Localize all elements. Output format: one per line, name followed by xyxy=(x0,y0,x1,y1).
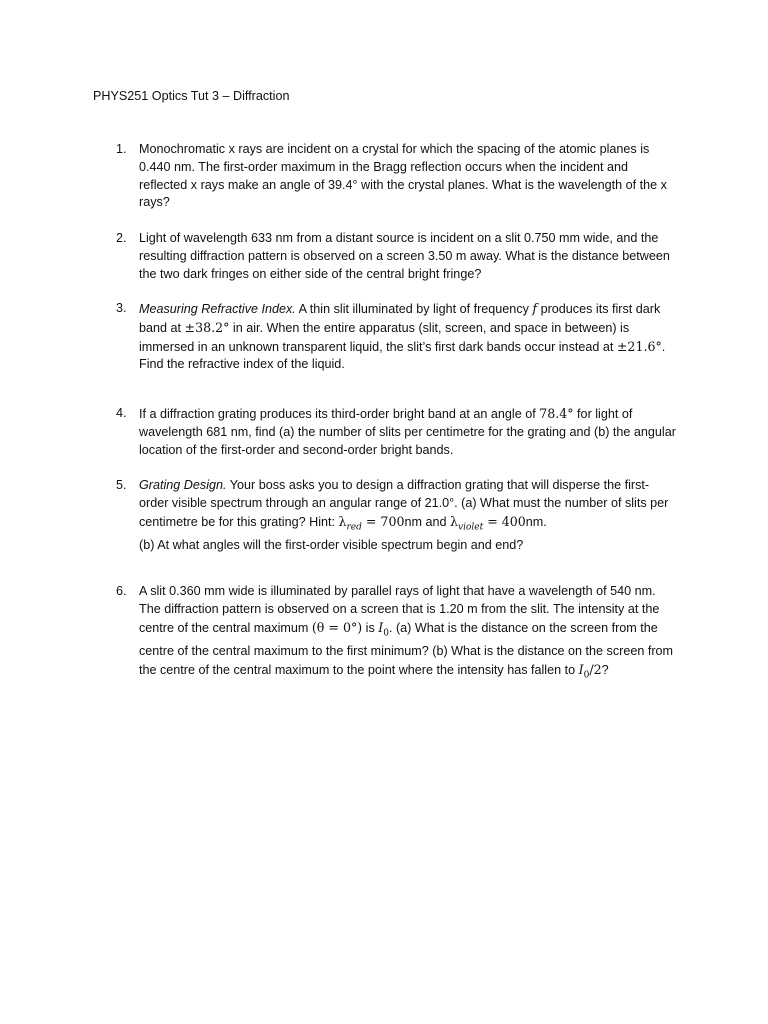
question-6 xyxy=(116,583,676,685)
intensity-symbol: I xyxy=(578,661,584,677)
frequency-symbol: f xyxy=(532,301,538,316)
question-1 xyxy=(116,141,676,212)
theta-equation: (θ = 0°) xyxy=(311,619,363,635)
lambda-red: $\lambda_{red} = 700$ xyxy=(338,513,405,533)
question-lead: Grating Design. xyxy=(139,478,227,492)
question-5 xyxy=(116,477,676,555)
question-text: If a diffraction grating produces its third-order bright band at an angle of 78.4° for light of wavelength 681 nm, find (a) the number of slits per centimetre for the grating and (b) the angular location of the first-order and second-order bright bands. xyxy=(139,406,676,457)
document-title: PHYS251 Optics Tut 3 – Diffraction xyxy=(93,89,290,103)
question-text: Monochromatic x rays are incident on a crystal for which the spacing of the atomic planes is 0.440 nm. The first-order maximum in the Bragg reflection occurs when the incident and reflected x rays make an angle of 39.4° with the crystal planes. What is the wavelength of the x rays? xyxy=(139,142,667,210)
question-4 xyxy=(116,405,676,459)
question-text: Measuring Refractive Index. A thin slit illuminated by light of frequency f produces its first dark band at ±38.2° in air. When the entire apparatus (slit, screen, and space in between) is immersed in an unknown transparent liquid, the slit’s first dark bands occur instead at ±21.6°. Find the refractive index of the liquid. xyxy=(139,301,666,372)
question-number: 2. xyxy=(116,231,127,245)
question-2 xyxy=(116,230,676,283)
question-number: 3. xyxy=(116,301,127,315)
intensity-symbol: I xyxy=(378,619,384,635)
question-text: Grating Design. Your boss asks you to design a diffraction grating that will disperse the first-order visible spectrum through an angular range of 21.0°. (a) What must the number of slits per centimetre be for this grating? Hint: $\lambda_{red} = 700nm$ and $\lambda_{violet} = 400nm$. (b) At what angles will the first-order visible spectrum begin and end? xyxy=(139,478,669,552)
question-number: 1. xyxy=(116,142,127,156)
question-number: 5. xyxy=(116,478,127,492)
angle-liquid: ±21.6° xyxy=(616,338,662,354)
lambda-violet: $\lambda_{violet} = 400$ xyxy=(450,513,526,533)
question-text: Light of wavelength 633 nm from a distant source is incident on a slit 0.750 mm wide, and the resulting diffraction pattern is observed on a screen 3.50 m away. What is the distance between the two dark fringes on either side of the central bright fringe? xyxy=(139,231,670,281)
angle-air: ±38.2° xyxy=(184,319,230,335)
question-3 xyxy=(116,300,676,374)
question-number: 4. xyxy=(116,406,127,420)
question-lead: Measuring Refractive Index. xyxy=(139,302,296,316)
angle-value: 78.4° xyxy=(539,406,574,421)
question-text: A slit 0.360 mm wide is illuminated by parallel rays of light that have a wavelength of 540 nm. The diffraction pattern is observed on a screen that is 1.20 m from the slit. The intensity at the centre of the central maximum (θ = 0°) is $I_0$. (a) What is the distance on the screen from the centre of the central maximum to the first minimum? (b) What is the distance on the screen from the centre of the central maximum to the point where the intensity has fallen to $I_0/2$? xyxy=(139,584,674,681)
question-number: 6. xyxy=(116,584,127,598)
